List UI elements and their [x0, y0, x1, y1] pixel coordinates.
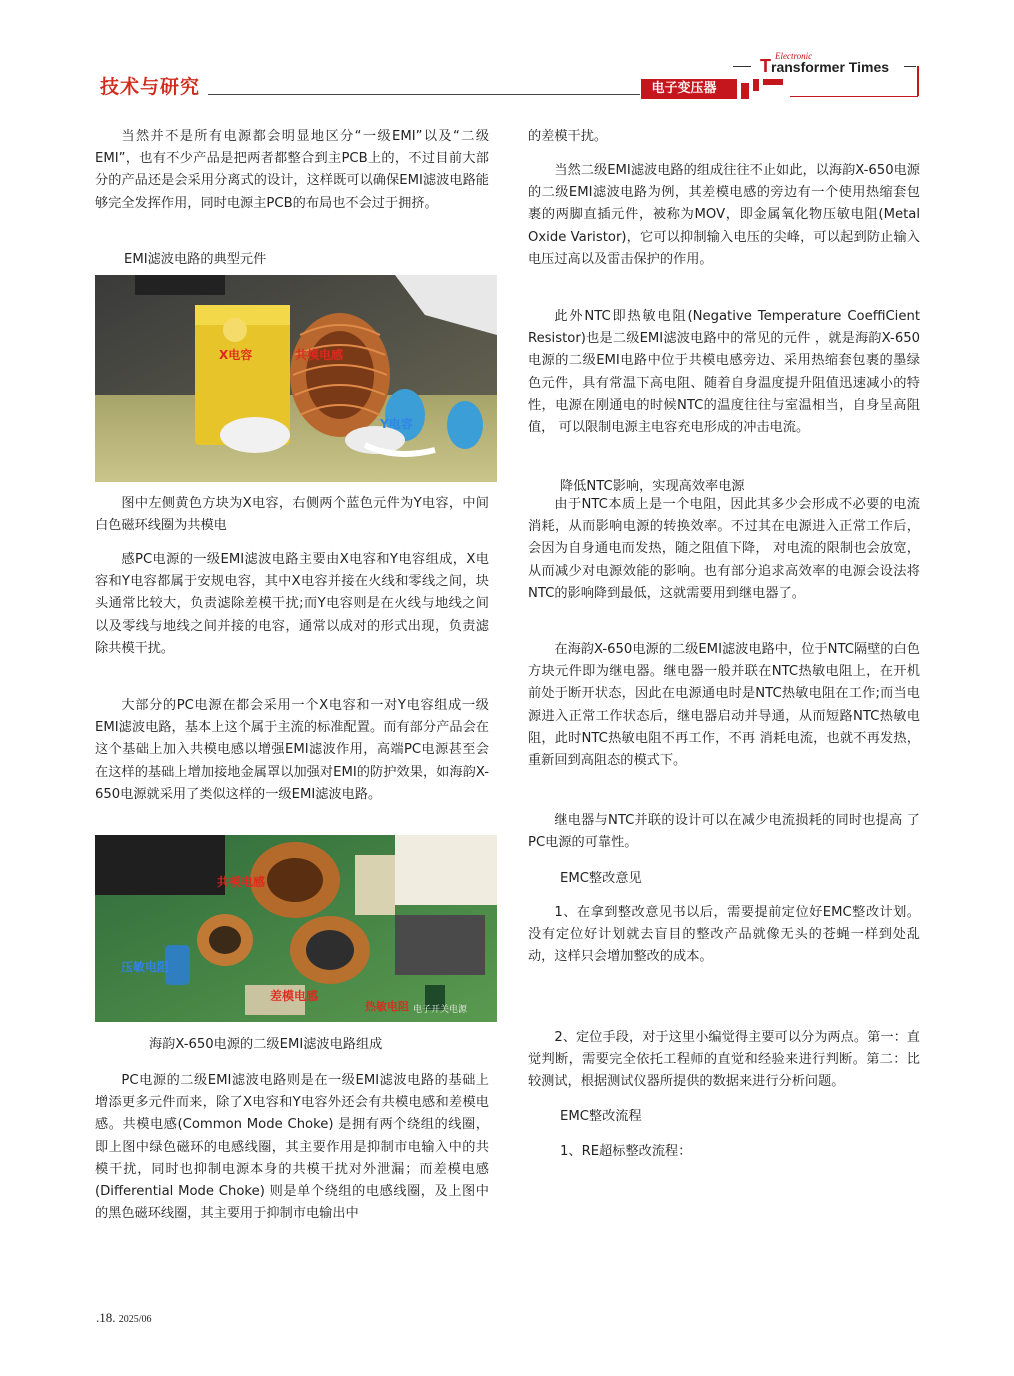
left-paragraph-1 — [95, 126, 489, 215]
photo-emi-components — [95, 275, 497, 482]
issue-date: 2025/06 — [118, 1314, 152, 1325]
label-x-capacitor: X电容 — [219, 348, 253, 362]
left-paragraph-4 — [95, 695, 489, 806]
logo-initial: T — [760, 56, 771, 76]
right-paragraph-6 — [528, 810, 920, 854]
paragraph: 继电器与NTC并联的设计可以在减少电流损耗的同时也提高 了PC电源的可靠性。 — [528, 813, 920, 851]
figure-caption-2: 海韵X-650电源的二级EMI滤波电路组成 — [149, 1037, 383, 1052]
logo-small-text: Electronic — [775, 51, 813, 61]
right-paragraph-9: 1、RE超标整改流程： — [560, 1144, 692, 1159]
right-paragraph-4 — [528, 494, 920, 605]
paragraph: 在海韵X-650电源的二级EMI滤波电路中，位于NTC隔壁的白色方块元件即为继电器。继电器一般并联在NTC热敏电阻上，在开机前处于断开状态，因此在电源通电时是NTC热敏电阻在工作;而当电源进入正常工作状态后，继电器启动并导通，从而短路NTC热敏电阻，此时NTC热敏电阻不再工作，不再 消耗电流，也就不再发热，重新回到高阻态的模式下。 — [528, 642, 920, 769]
logo-dash-right — [904, 66, 916, 67]
paragraph: 图中左侧黄色方块为X电容，右侧两个蓝色元件为Y电容，中间白色磁环线圈为共模电 — [95, 496, 489, 534]
figure-caption-1: EMI滤波电路的典型元件 — [124, 252, 267, 267]
subheading-emc-flow: EMC整改流程 — [560, 1109, 642, 1124]
paragraph: 的差模干扰。 — [528, 129, 608, 144]
right-paragraph-7 — [528, 902, 920, 969]
logo-text — [760, 56, 889, 77]
logo-dash-left — [733, 66, 751, 67]
right-paragraph-1 — [528, 126, 920, 148]
right-paragraph-3 — [528, 306, 920, 439]
right-paragraph-2 — [528, 160, 920, 271]
paragraph: 大部分的PC电源在都会采用一个X电容和一对Y电容组成一级EMI滤波电路，基本上这个属于主流的标准配置。而有部分产品会在这个基础上加入共模电感以增强EMI滤波作用，高端PC电源甚至会在这样的基础上增加接地金属罩以加强对EMI的防护效果，如海韵X-650电源就采用了类似这样的一级EMI滤波电路。 — [95, 698, 489, 802]
paragraph: 由于NTC本质上是一个电阻，因此其多少会形成不必要的电流消耗，从而影响电源的转换效率。不过其在电源进入正常工作后，会因为自身通电而发热，随之阻值下降， 对电流的限制也会放宽，从而减少对电源效能的影响。也有部分追求高效率的电源会设法将NTC的影响降到最低，这就需要用到继电器了。 — [528, 497, 920, 601]
paragraph: 1、在拿到整改意见书以后，需要提前定位好EMC整改计划。没有定位好计划就去盲目的整改产品就像无头的苍蝇一样到处乱动，这样只会增加整改的成本。 — [528, 905, 920, 965]
section-title: 技术与研究 — [100, 76, 201, 98]
brand-cn: 电子变压器 — [641, 79, 727, 99]
brand-decoration — [727, 79, 787, 99]
paragraph: PC电源的二级EMI滤波电路则是在一级EMI滤波电路的基础上增添更多元件而来，除了X电容和Y电容外还会有共模电感和差模电感。共模电感(Common Mode Choke) 是拥有两个绕组的线圈，即上图中绿色磁环的电感线圈，其主要作用是抑制市电输入中的共模干扰，同时也抑制电源本身的共模干扰对外泄漏；而差模电感(Differential Mode Choke) 则是单个绕组的电感线圈，及上图中的黑色磁环线圈，其主要用于抑制市电输出中 — [95, 1073, 489, 1222]
right-paragraph-5 — [528, 639, 920, 772]
paragraph: 2、定位手段，对于这里小编觉得主要可以分为两点。第一：直觉判断，需要完全依托工程师的直觉和经验来进行判断。第二：比较测试，根据测试仪器所提供的数据来进行分析问题。 — [528, 1030, 920, 1090]
paragraph: 当然二级EMI滤波电路的组成往往不止如此，以海韵X-650电源的二级EMI滤波电路为例，其差模电感的旁边有一个使用热缩套包裹的两脚直插元件，被称为MOV，即金属氧化物压敏电阻(Metal Oxide Varistor)，它可以抑制输入电压的尖峰，可以起到防止输入电压过高以及雷击保护的作用。 — [528, 163, 920, 267]
label-ntc: 热敏电阻 — [365, 1000, 409, 1013]
label-y-capacitor: Y电容 — [380, 417, 413, 431]
header-rule — [208, 94, 640, 95]
watermark: 电子开关电源 — [413, 1005, 468, 1015]
logo-rest: ransformer Times — [771, 59, 890, 75]
left-paragraph-2 — [95, 493, 489, 537]
photo-secondary-emi — [95, 835, 497, 1022]
label-common-mode-choke: 共模电感 — [217, 875, 266, 889]
page-number: .18. — [96, 1310, 116, 1325]
right-paragraph-8 — [528, 1027, 920, 1094]
paragraph: 当然并不是所有电源都会明显地区分“一级EMI”以及“二级EMI”，也有不少产品是把两者都整合到主PCB上的，不过目前大部分的产品还是会采用分离式的设计，这样既可以确保EMI滤波电路能够完全发挥作用，同时电源主PCB的布局也不会过于拥挤。 — [95, 129, 489, 211]
left-paragraph-5 — [95, 1070, 489, 1225]
paragraph: 感PC电源的一级EMI滤波电路主要由X电容和Y电容组成，X电容和Y电容都属于安规电容，其中X电容并接在火线和零线之间，块头通常比较大，负责滤除差模干扰;而Y电容则是在火线与地线之间以及零线与地线之间并接的电容，通常以成对的形式出现，负责滤除共模干扰。 — [95, 552, 489, 656]
label-common-mode-choke: 共模电感 — [295, 348, 344, 362]
label-mov: 压敏电阻 — [121, 960, 170, 974]
left-paragraph-3 — [95, 549, 489, 660]
subheading-ntc: 降低NTC影响，实现高效率电源 — [560, 479, 745, 494]
label-differential-mode-choke: 差模电感 — [270, 989, 319, 1003]
header-rule-right — [790, 96, 918, 97]
subheading-emc-advice: EMC整改意见 — [560, 871, 642, 886]
paragraph: 此外NTC即热敏电阻(Negative Temperature CoeffiCient Resistor)也是二级EMI滤波电路中的常见的元件 ，就是海韵X-650电源的二级EMI电路中位于共模电感旁边、采用热缩套包裹的墨绿色元件，具有常温下高电阻、随着自身温度提升阻值迅速减小的特性，电源在刚通电的时候NTC的温度往往与室温相当，自身呈高阻值， 可以限制电源主电容充电形成的冲击电流。 — [528, 309, 920, 436]
logo-bracket — [917, 66, 919, 96]
page-footer — [96, 1310, 152, 1326]
